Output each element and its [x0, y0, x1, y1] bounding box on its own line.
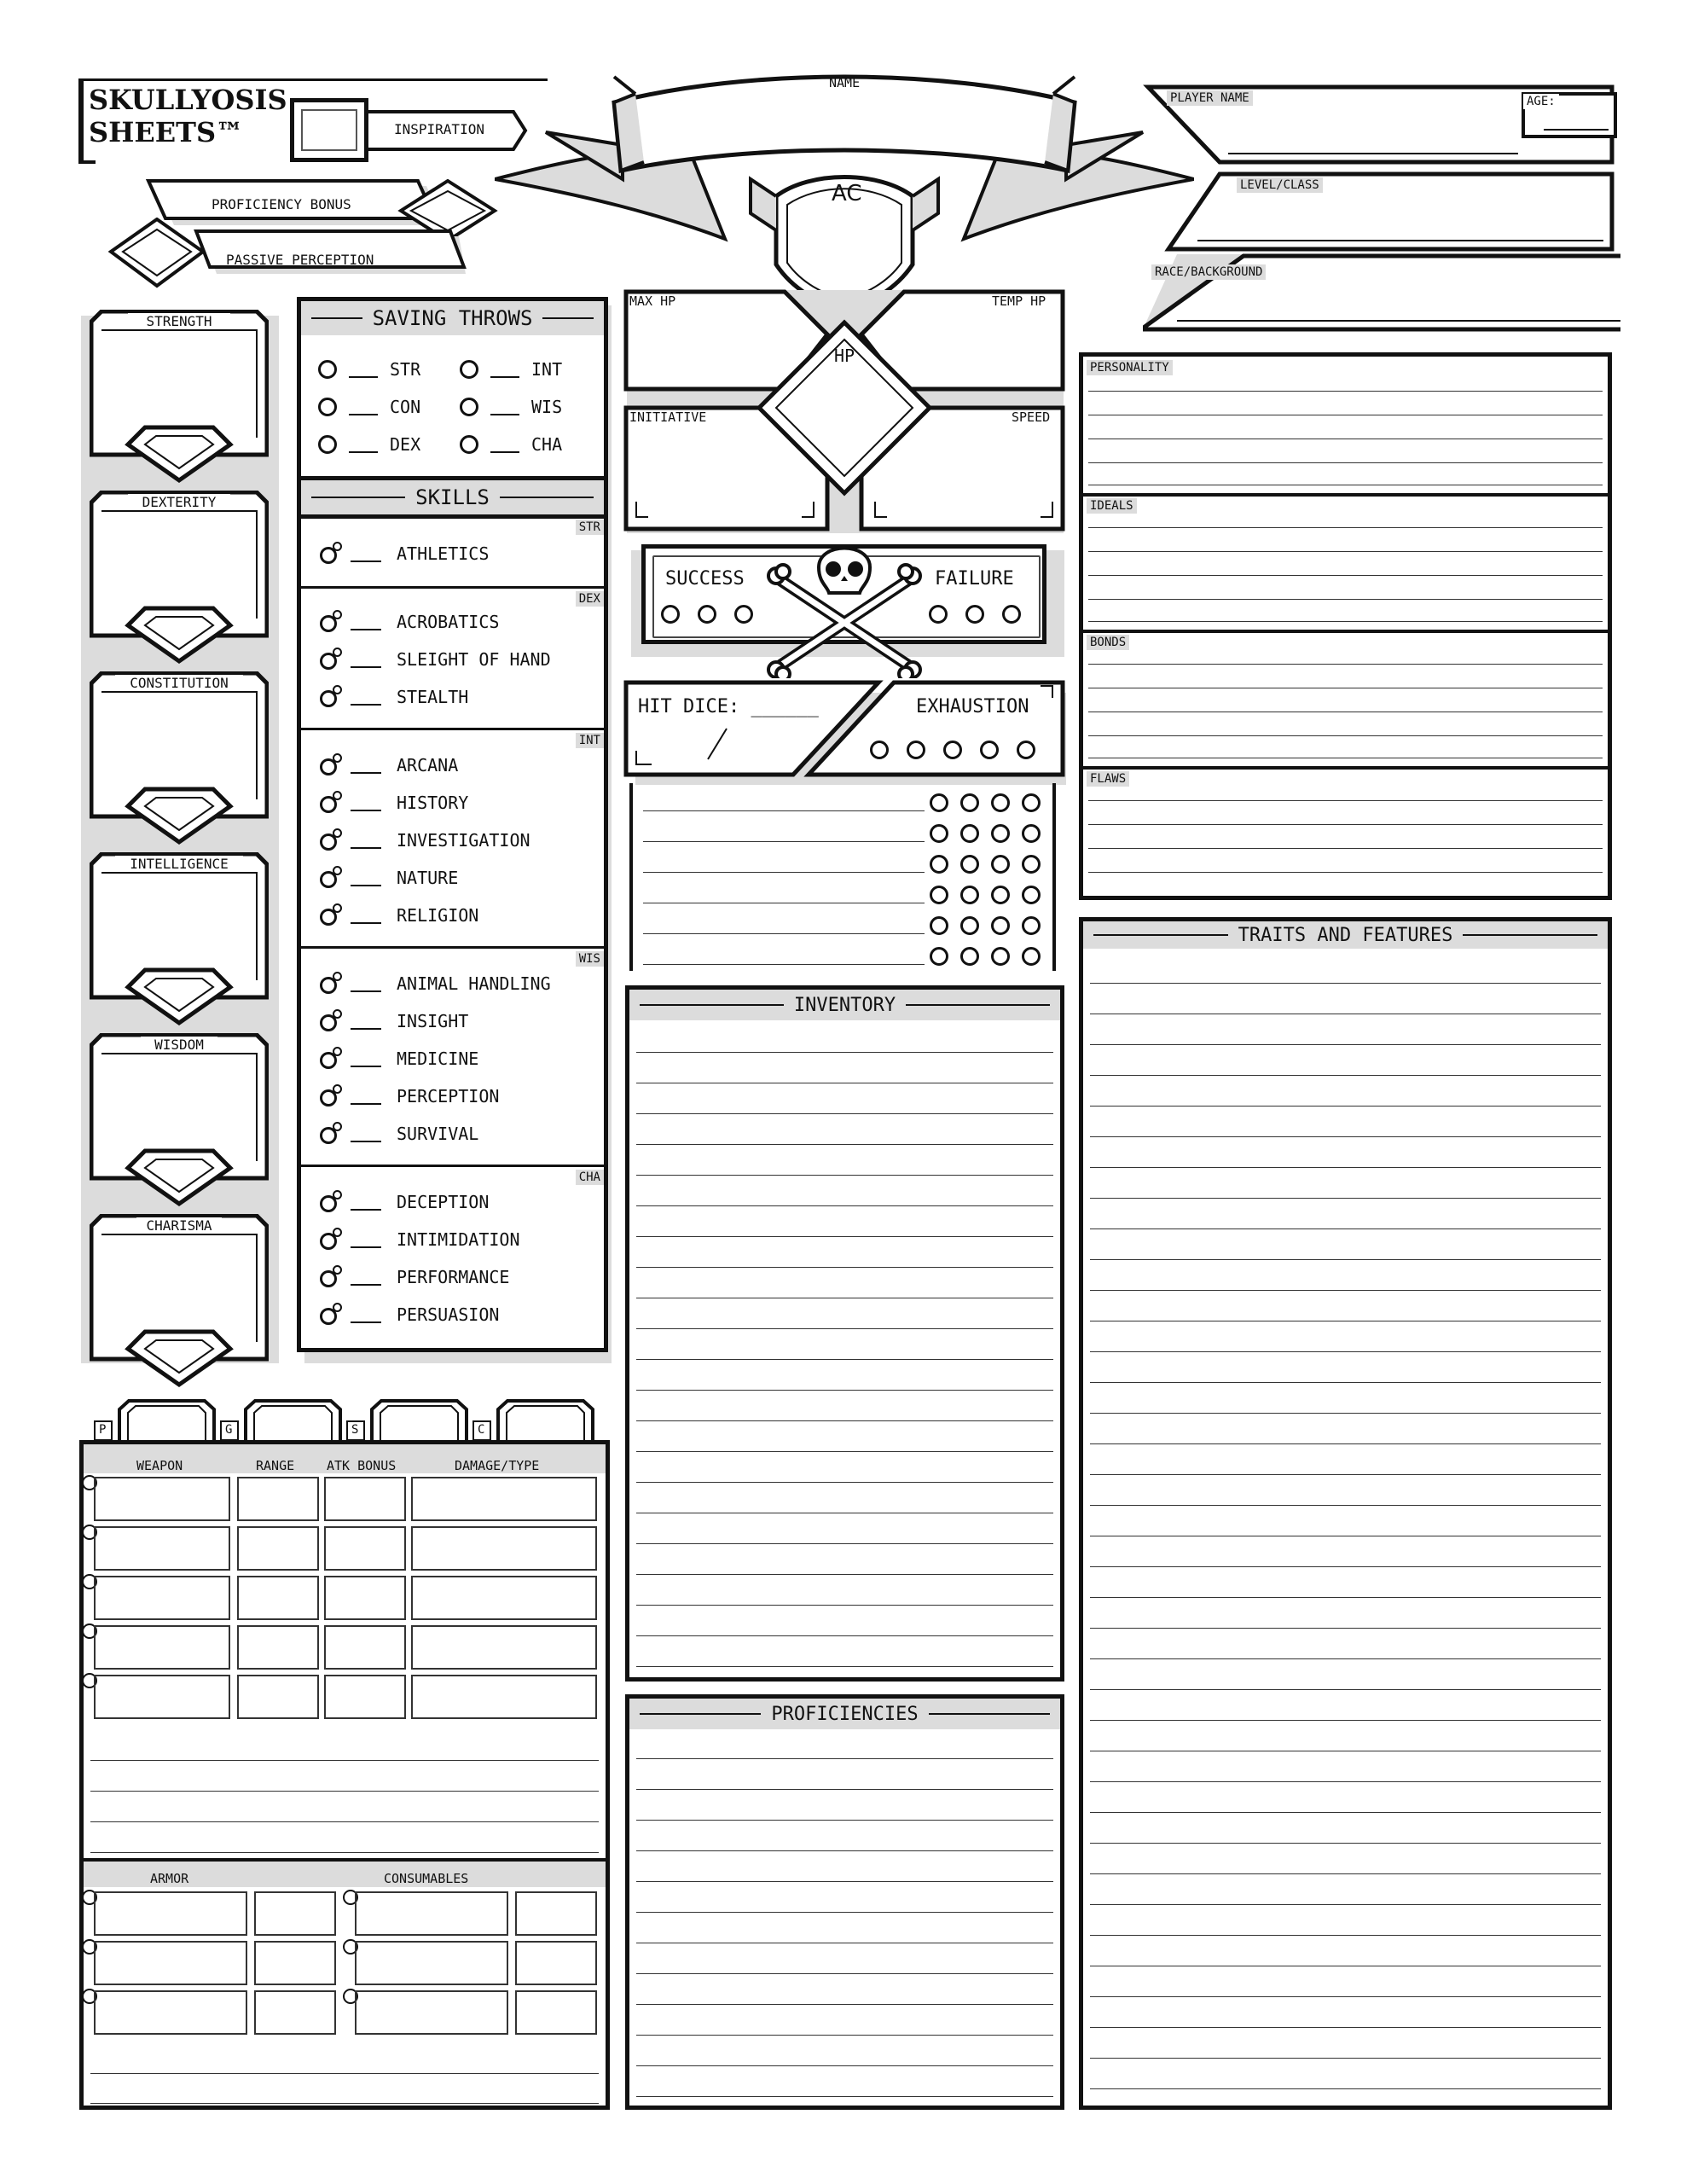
skill-arcana[interactable]: ARCANA: [318, 753, 458, 777]
death-failure-3[interactable]: [1002, 605, 1021, 624]
ability-label: WISDOM: [141, 1037, 217, 1053]
hp-label: HP: [834, 346, 855, 366]
skill-group-int: INT: [576, 733, 604, 748]
player-name-field[interactable]: [1228, 107, 1510, 154]
ability-label: INTELLIGENCE: [115, 856, 243, 872]
hit-dice-field[interactable]: [640, 725, 785, 768]
weapon-row[interactable]: [84, 1477, 606, 1525]
damage-type-header: DAMAGE/TYPE: [455, 1458, 540, 1473]
ability-constitution[interactable]: [90, 671, 269, 846]
death-failure-1[interactable]: [929, 605, 948, 624]
hit-dice-label: HIT DICE: ______: [638, 696, 819, 717]
ac-field[interactable]: [793, 213, 896, 282]
skull-crossbones-icon: [759, 533, 930, 678]
skill-persuasion[interactable]: PERSUASION: [318, 1303, 499, 1327]
ability-label: CONSTITUTION: [115, 675, 243, 691]
race-background-field[interactable]: [1126, 282, 1595, 328]
consumable-row[interactable]: [345, 1990, 606, 2038]
skill-perception[interactable]: PERCEPTION: [318, 1084, 499, 1108]
skill-survival[interactable]: SURVIVAL: [318, 1122, 478, 1146]
death-failure-label: FAILURE: [935, 568, 1014, 590]
weapon-row[interactable]: [84, 1625, 606, 1673]
save-con[interactable]: CON: [318, 397, 420, 417]
exhaustion-4[interactable]: [980, 741, 999, 759]
skill-sleight-of-hand[interactable]: SLEIGHT OF HAND: [318, 648, 551, 671]
weapon-header: WEAPON: [136, 1458, 183, 1473]
coin-copper[interactable]: C: [468, 1399, 596, 1442]
save-str[interactable]: STR: [318, 359, 420, 380]
skill-history[interactable]: HISTORY: [318, 791, 468, 815]
weapon-row[interactable]: [84, 1576, 606, 1623]
exhaustion-3[interactable]: [943, 741, 962, 759]
skill-nature[interactable]: NATURE: [318, 866, 458, 890]
skill-religion[interactable]: RELIGION: [318, 903, 478, 927]
traits-features-title: TRAITS AND FEATURES: [1083, 921, 1608, 949]
personality-panel[interactable]: [1079, 352, 1612, 900]
weapon-row[interactable]: [84, 1526, 606, 1574]
temp-hp-field[interactable]: [913, 311, 1058, 384]
range-header: RANGE: [256, 1458, 295, 1473]
name-label: NAME: [829, 75, 861, 90]
ability-charisma[interactable]: [90, 1214, 269, 1389]
consumables-header: CONSUMABLES: [384, 1871, 469, 1886]
speed-field[interactable]: [878, 427, 1058, 520]
speed-label: SPEED: [1012, 410, 1051, 425]
bonds-label: BONDS: [1087, 635, 1129, 650]
skill-group-wis: WIS: [576, 951, 604, 967]
skill-group-str: STR: [576, 520, 604, 535]
skill-performance[interactable]: PERFORMANCE: [318, 1265, 509, 1289]
proficiencies-panel[interactable]: [625, 1694, 1064, 2110]
ability-strength[interactable]: [90, 310, 269, 485]
skill-group-cha: CHA: [576, 1170, 604, 1185]
weapon-row[interactable]: [84, 1675, 606, 1722]
death-success-label: SUCCESS: [665, 568, 745, 590]
skill-insight[interactable]: INSIGHT: [318, 1009, 468, 1033]
player-name-label: PLAYER NAME: [1167, 90, 1253, 106]
exhaustion-2[interactable]: [907, 741, 925, 759]
death-success-3[interactable]: [734, 605, 753, 624]
consumable-row[interactable]: [345, 1891, 606, 1939]
max-hp-field[interactable]: [631, 311, 776, 384]
death-success-1[interactable]: [661, 605, 680, 624]
exhaustion-5[interactable]: [1017, 741, 1035, 759]
exhaustion-1[interactable]: [870, 741, 889, 759]
ability-wisdom[interactable]: [90, 1033, 269, 1208]
inventory-title: INVENTORY: [629, 990, 1060, 1020]
ac-label: AC: [832, 181, 862, 206]
death-failure-2[interactable]: [965, 605, 984, 624]
proficiencies-title: PROFICIENCIES: [629, 1699, 1060, 1729]
level-class-field[interactable]: [1211, 195, 1595, 241]
max-hp-label: MAX HP: [629, 293, 676, 309]
name-field[interactable]: [648, 94, 1041, 145]
skill-intimidation[interactable]: INTIMIDATION: [318, 1228, 520, 1252]
armor-row[interactable]: [84, 1891, 339, 1939]
initiative-field[interactable]: [631, 427, 802, 520]
inspiration-label: INSPIRATION: [394, 121, 484, 137]
save-int[interactable]: INT: [460, 359, 562, 380]
coin-platinum[interactable]: P: [90, 1399, 217, 1442]
traits-features-panel[interactable]: [1079, 917, 1612, 2110]
coin-row: [90, 1399, 610, 1442]
initiative-label: INITIATIVE: [629, 410, 707, 425]
brand-line2: SHEETS™: [89, 116, 244, 148]
atk-bonus-header: ATK BONUS: [327, 1458, 397, 1473]
skill-investigation[interactable]: INVESTIGATION: [318, 828, 530, 852]
ability-label: STRENGTH: [128, 313, 230, 329]
skill-deception[interactable]: DECEPTION: [318, 1190, 489, 1214]
proficiency-bonus-label: PROFICIENCY BONUS: [212, 196, 351, 212]
resource-tracker: [629, 783, 1056, 971]
skill-group-dex: DEX: [576, 591, 604, 607]
age-field[interactable]: [1535, 111, 1603, 132]
saving-throws-panel: [297, 297, 608, 1352]
attacks-panel: [79, 1440, 610, 2110]
race-background-label: RACE/BACKGROUND: [1151, 264, 1266, 280]
skill-stealth[interactable]: STEALTH: [318, 685, 468, 709]
skill-athletics[interactable]: ATHLETICS: [318, 542, 489, 566]
ability-intelligence[interactable]: [90, 852, 269, 1027]
coin-silver[interactable]: S: [342, 1399, 470, 1442]
armor-header: ARMOR: [150, 1871, 189, 1886]
personality-label: PERSONALITY: [1087, 360, 1173, 375]
skill-acrobatics[interactable]: ACROBATICS: [318, 610, 499, 634]
saving-throws-title: SAVING THROWS: [301, 301, 604, 335]
age-label: AGE:: [1523, 94, 1559, 109]
save-dex[interactable]: DEX: [318, 434, 420, 455]
brand-line1: SKULLYOSIS: [89, 84, 287, 116]
skill-medicine[interactable]: MEDICINE: [318, 1047, 478, 1071]
flaws-label: FLAWS: [1087, 771, 1129, 787]
ability-dexterity[interactable]: [90, 491, 269, 665]
skills-title: SKILLS: [301, 480, 604, 514]
inventory-panel[interactable]: [625, 985, 1064, 1682]
passive-perception-label: PASSIVE PERCEPTION: [226, 252, 374, 268]
temp-hp-label: TEMP HP: [992, 293, 1046, 309]
ideals-label: IDEALS: [1087, 498, 1137, 514]
consumable-row[interactable]: [345, 1941, 606, 1989]
exhaustion-label: EXHAUSTION: [916, 696, 1029, 717]
resource-pips[interactable]: [928, 792, 1047, 971]
ability-label: CHARISMA: [136, 1217, 222, 1234]
skill-animal-handling[interactable]: ANIMAL HANDLING: [318, 972, 551, 996]
death-success-2[interactable]: [698, 605, 716, 624]
inspiration-box[interactable]: [290, 98, 368, 162]
armor-row[interactable]: [84, 1990, 339, 2038]
armor-row[interactable]: [84, 1941, 339, 1989]
level-class-label: LEVEL/CLASS: [1237, 177, 1323, 193]
save-cha[interactable]: CHA: [460, 434, 562, 455]
ability-label: DEXTERITY: [128, 494, 230, 510]
save-wis[interactable]: WIS: [460, 397, 562, 417]
coin-gold[interactable]: G: [216, 1399, 344, 1442]
